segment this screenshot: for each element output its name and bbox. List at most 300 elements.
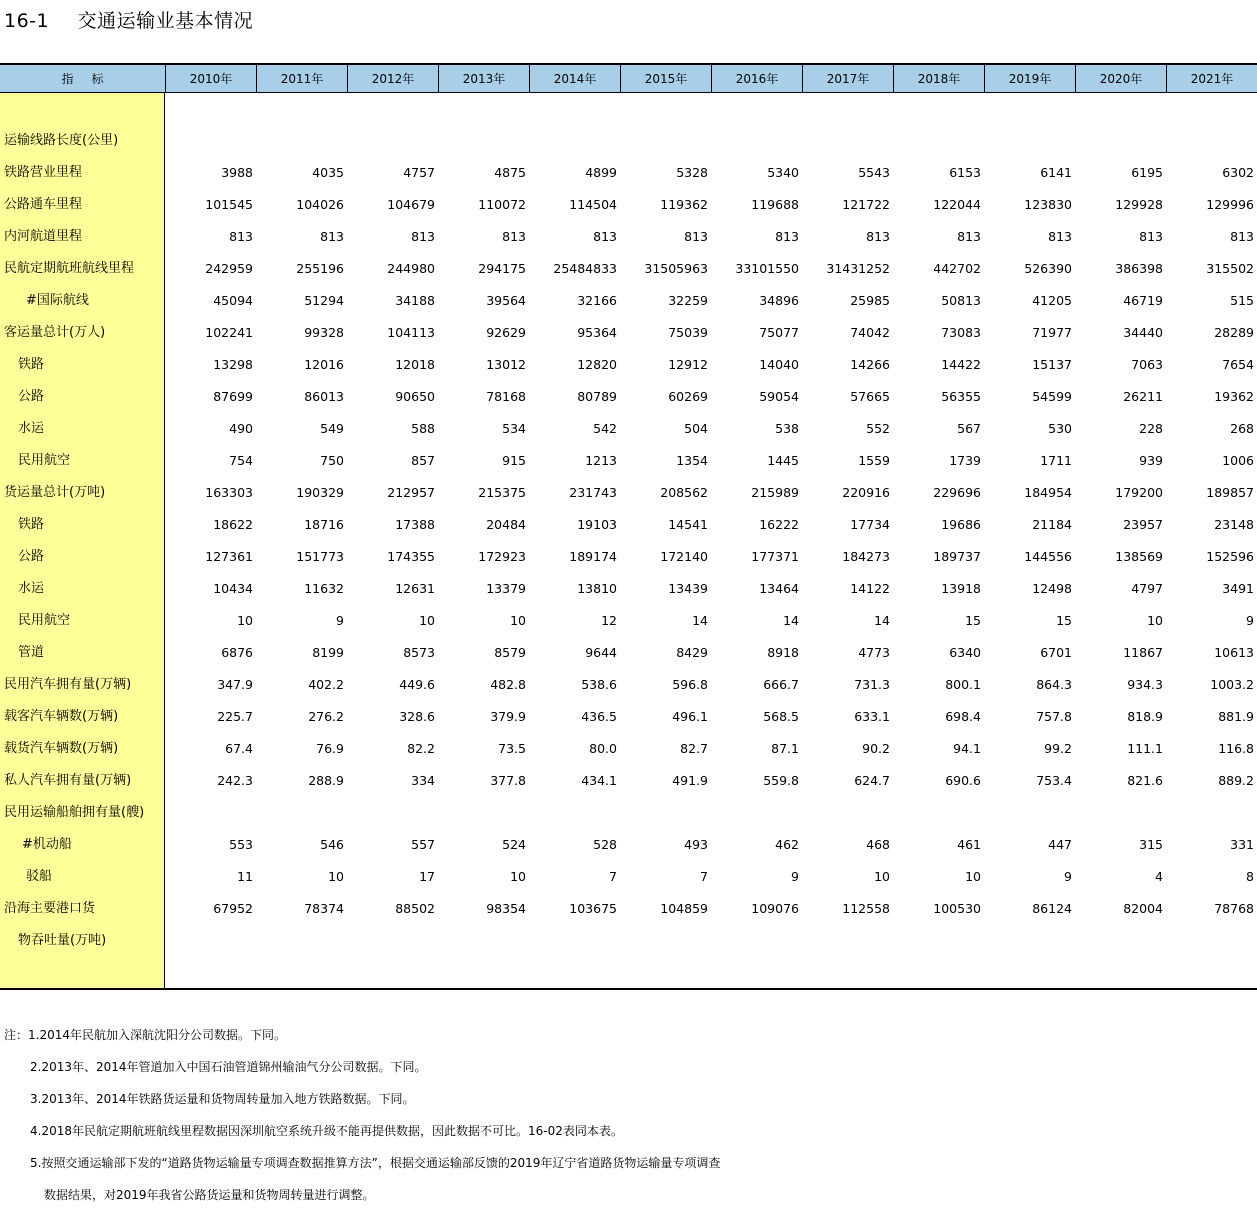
table-cell: 67952: [213, 901, 253, 916]
table-row: [0, 893, 1257, 925]
table-cell: 10434: [213, 581, 253, 596]
header-year: 2014年: [529, 65, 620, 93]
table-cell: 172923: [478, 549, 526, 564]
table-header-row: [0, 63, 1257, 93]
table-cell: 31505963: [644, 261, 708, 276]
table-cell: 6701: [1040, 645, 1072, 660]
table-cell: 208562: [660, 485, 708, 500]
header-year: 2013年: [438, 65, 529, 93]
table-cell: 315: [1139, 837, 1163, 852]
table-cell: 447: [1048, 837, 1072, 852]
table-cell: 633.1: [854, 709, 890, 724]
table-cell: 101545: [205, 197, 253, 212]
table-cell: 750: [320, 453, 344, 468]
table-cell: 32259: [668, 293, 708, 308]
row-label: 载客汽车辆数(万辆): [4, 709, 119, 724]
table-cell: 6302: [1222, 165, 1254, 180]
table-row: [0, 797, 1257, 829]
table-cell: 462: [775, 837, 799, 852]
table-cell: 32166: [577, 293, 617, 308]
table-cell: 889.2: [1218, 773, 1254, 788]
table-cell: 315502: [1206, 261, 1254, 276]
row-label: 内河航道里程: [4, 229, 83, 244]
row-label: 铁路营业里程: [4, 165, 83, 180]
table-cell: 152596: [1206, 549, 1254, 564]
table-cell: 4035: [312, 165, 344, 180]
table-row: [0, 669, 1257, 701]
header-year: 2010年: [165, 65, 256, 93]
table-row: [0, 381, 1257, 413]
table-cell: 813: [502, 229, 526, 244]
table-cell: 109076: [751, 901, 799, 916]
table-cell: 14: [692, 613, 708, 628]
table-cell: 104679: [387, 197, 435, 212]
table-cell: 813: [1048, 229, 1072, 244]
footnote: 3.2013年、2014年铁路货运量和货物周转量加入地方铁路数据。下同。: [30, 1092, 415, 1106]
header-indicator: 指标: [61, 72, 122, 86]
table-cell: 1006: [1222, 453, 1254, 468]
table-cell: 86013: [304, 389, 344, 404]
table-cell: 753.4: [1036, 773, 1072, 788]
table-cell: 800.1: [945, 677, 981, 692]
footnote: 注：1.2014年民航加入深航沈阳分公司数据。下同。: [4, 1028, 286, 1042]
table-cell: 14541: [668, 517, 708, 532]
table-cell: 78168: [486, 389, 526, 404]
row-label: #机动船: [22, 837, 72, 852]
table-cell: 13810: [577, 581, 617, 596]
table-cell: 215989: [751, 485, 799, 500]
table-cell: 10: [419, 613, 435, 628]
table-cell: 244980: [387, 261, 435, 276]
table-cell: 13298: [213, 357, 253, 372]
row-label: 民航定期航班航线里程: [4, 261, 135, 276]
table-cell: 242.3: [217, 773, 253, 788]
table-cell: 88502: [395, 901, 435, 916]
table-cell: 3988: [221, 165, 253, 180]
table-cell: 276.2: [308, 709, 344, 724]
table-bottom-rule: [0, 988, 1257, 990]
row-label: 沿海主要港口货: [4, 901, 96, 916]
table-cell: 80789: [577, 389, 617, 404]
table-cell: 110072: [478, 197, 526, 212]
row-label: 物吞吐量(万吨): [18, 933, 107, 948]
table-cell: 33101550: [735, 261, 799, 276]
table-cell: 57665: [850, 389, 890, 404]
table-cell: 813: [320, 229, 344, 244]
footnote: 5.按照交通运输部下发的“道路货物运输量专项调查数据推算方法”，根据交通运输部反馈的2019年辽宁省道路货物运输量专项调查: [30, 1156, 721, 1170]
table-cell: 16222: [759, 517, 799, 532]
table-cell: 129996: [1206, 197, 1254, 212]
table-cell: 184273: [842, 549, 890, 564]
table-cell: 75077: [759, 325, 799, 340]
table-cell: 73083: [941, 325, 981, 340]
table-cell: 334: [411, 773, 435, 788]
table-cell: 8579: [494, 645, 526, 660]
table-cell: 78768: [1214, 901, 1254, 916]
header-year: 2015年: [620, 65, 711, 93]
table-cell: 468: [866, 837, 890, 852]
table-cell: 528: [593, 837, 617, 852]
data-table: [0, 63, 1257, 990]
table-cell: 23957: [1123, 517, 1163, 532]
table-cell: 515: [1230, 293, 1254, 308]
row-label: 铁路: [18, 517, 45, 532]
table-cell: 567: [957, 421, 981, 436]
table-cell: 13464: [759, 581, 799, 596]
table-cell: 87.1: [771, 741, 799, 756]
table-cell: 9: [336, 613, 344, 628]
table-cell: 104113: [387, 325, 435, 340]
table-cell: 212957: [387, 485, 435, 500]
table-cell: 14040: [759, 357, 799, 372]
table-cell: 552: [866, 421, 890, 436]
table-cell: 18716: [304, 517, 344, 532]
table-cell: 189174: [569, 549, 617, 564]
table-cell: 228: [1139, 421, 1163, 436]
table-cell: 11632: [304, 581, 344, 596]
table-cell: 331: [1230, 837, 1254, 852]
table-cell: 111.1: [1127, 741, 1163, 756]
table-row: [0, 349, 1257, 381]
table-cell: 103675: [569, 901, 617, 916]
table-cell: 436.5: [581, 709, 617, 724]
table-cell: 51294: [304, 293, 344, 308]
table-cell: 6195: [1131, 165, 1163, 180]
table-cell: 75039: [668, 325, 708, 340]
table-cell: 10: [510, 613, 526, 628]
table-cell: 5340: [767, 165, 799, 180]
table-cell: 13439: [668, 581, 708, 596]
table-cell: 534: [502, 421, 526, 436]
table-cell: 504: [684, 421, 708, 436]
table-cell: 123830: [1024, 197, 1072, 212]
table-cell: 28289: [1214, 325, 1254, 340]
table-cell: 1739: [949, 453, 981, 468]
table-cell: 31431252: [826, 261, 890, 276]
table-cell: 757.8: [1036, 709, 1072, 724]
table-cell: 215375: [478, 485, 526, 500]
table-cell: 546: [320, 837, 344, 852]
table-cell: 225.7: [217, 709, 253, 724]
table-cell: 138569: [1115, 549, 1163, 564]
table-cell: 12: [601, 613, 617, 628]
table-cell: 23148: [1214, 517, 1254, 532]
table-cell: 119362: [660, 197, 708, 212]
row-label: 公路: [18, 389, 45, 404]
table-cell: 461: [957, 837, 981, 852]
table-cell: 10: [237, 613, 253, 628]
table-cell: 864.3: [1036, 677, 1072, 692]
table-cell: 90.2: [862, 741, 890, 756]
table-cell: 10: [328, 869, 344, 884]
table-cell: 813: [411, 229, 435, 244]
table-cell: 98354: [486, 901, 526, 916]
table-cell: 19103: [577, 517, 617, 532]
table-cell: 7063: [1131, 357, 1163, 372]
table-cell: 151773: [296, 549, 344, 564]
table-cell: 10: [510, 869, 526, 884]
table-row: [0, 861, 1257, 893]
table-cell: 116.8: [1218, 741, 1254, 756]
table-cell: 939: [1139, 453, 1163, 468]
table-cell: 39564: [486, 293, 526, 308]
table-cell: 596.8: [672, 677, 708, 692]
table-cell: 268: [1230, 421, 1254, 436]
table-cell: 624.7: [854, 773, 890, 788]
table-cell: 172140: [660, 549, 708, 564]
table-cell: 549: [320, 421, 344, 436]
table-cell: 8199: [312, 645, 344, 660]
table-cell: 189857: [1206, 485, 1254, 500]
header-year: 2020年: [1075, 65, 1166, 93]
table-row: [0, 477, 1257, 509]
table-cell: 559.8: [763, 773, 799, 788]
table-row: [0, 701, 1257, 733]
row-label: 驳船: [26, 869, 53, 884]
table-cell: 524: [502, 837, 526, 852]
footnote: 4.2018年民航定期航班航线里程数据因深圳航空系统升级不能再提供数据，因此数据不可比。16-02表同本表。: [30, 1124, 623, 1138]
table-cell: 8: [1246, 869, 1254, 884]
table-cell: 41205: [1032, 293, 1072, 308]
row-label: 管道: [18, 645, 45, 660]
header-year: 2012年: [347, 65, 438, 93]
table-cell: 1711: [1040, 453, 1072, 468]
table-cell: 5543: [858, 165, 890, 180]
table-cell: 25484833: [553, 261, 617, 276]
table-cell: 588: [411, 421, 435, 436]
table-cell: 1354: [676, 453, 708, 468]
table-cell: 50813: [941, 293, 981, 308]
row-label: 民用航空: [18, 453, 71, 468]
table-cell: 60269: [668, 389, 708, 404]
table-row: [0, 765, 1257, 797]
row-label: 水运: [18, 581, 45, 596]
table-cell: 34188: [395, 293, 435, 308]
table-cell: 490: [229, 421, 253, 436]
row-label: #国际航线: [26, 293, 89, 308]
table-row: [0, 221, 1257, 253]
table-row: [0, 541, 1257, 573]
table-cell: 1445: [767, 453, 799, 468]
table-cell: 8429: [676, 645, 708, 660]
table-cell: 19686: [941, 517, 981, 532]
table-cell: 184954: [1024, 485, 1072, 500]
table-cell: 59054: [759, 389, 799, 404]
table-cell: 10: [965, 869, 981, 884]
table-cell: 86124: [1032, 901, 1072, 916]
table-cell: 493: [684, 837, 708, 852]
table-cell: 119688: [751, 197, 799, 212]
table-cell: 666.7: [763, 677, 799, 692]
footnote: 2.2013年、2014年管道加入中国石油管道锦州输油气分公司数据。下同。: [30, 1060, 427, 1074]
table-cell: 347.9: [217, 677, 253, 692]
table-cell: 82.2: [407, 741, 435, 756]
table-row: [0, 317, 1257, 349]
table-cell: 821.6: [1127, 773, 1163, 788]
table-cell: 402.2: [308, 677, 344, 692]
table-cell: 129928: [1115, 197, 1163, 212]
table-cell: 4773: [858, 645, 890, 660]
table-cell: 20484: [486, 517, 526, 532]
table-title: 交通运输业基本情况: [77, 10, 254, 32]
table-cell: 18622: [213, 517, 253, 532]
table-cell: 813: [1139, 229, 1163, 244]
table-cell: 4899: [585, 165, 617, 180]
table-cell: 14122: [850, 581, 890, 596]
table-cell: 17: [419, 869, 435, 884]
table-cell: 4: [1155, 869, 1163, 884]
table-row: [0, 189, 1257, 221]
table-cell: 94.1: [953, 741, 981, 756]
table-cell: 177371: [751, 549, 799, 564]
table-cell: 163303: [205, 485, 253, 500]
table-cell: 934.3: [1127, 677, 1163, 692]
table-cell: 104859: [660, 901, 708, 916]
table-cell: 10613: [1214, 645, 1254, 660]
table-cell: 13918: [941, 581, 981, 596]
row-label: 铁路: [18, 357, 45, 372]
table-cell: 538: [775, 421, 799, 436]
table-row: [0, 285, 1257, 317]
table-cell: 881.9: [1218, 709, 1254, 724]
footnote: 数据结果，对2019年我省公路货运量和货物周转量进行调整。: [44, 1188, 375, 1202]
table-cell: 379.9: [490, 709, 526, 724]
table-cell: 6153: [949, 165, 981, 180]
table-cell: 386398: [1115, 261, 1163, 276]
table-cell: 813: [1230, 229, 1254, 244]
table-cell: 114504: [569, 197, 617, 212]
table-cell: 242959: [205, 261, 253, 276]
table-cell: 1213: [585, 453, 617, 468]
table-cell: 95364: [577, 325, 617, 340]
table-cell: 530: [1048, 421, 1072, 436]
table-cell: 526390: [1024, 261, 1072, 276]
row-label: 民用航空: [18, 613, 71, 628]
table-cell: 73.5: [498, 741, 526, 756]
table-cell: 26211: [1123, 389, 1163, 404]
table-cell: 434.1: [581, 773, 617, 788]
table-cell: 56355: [941, 389, 981, 404]
table-cell: 6876: [221, 645, 253, 660]
table-cell: 7654: [1222, 357, 1254, 372]
table-cell: 813: [775, 229, 799, 244]
table-cell: 19362: [1214, 389, 1254, 404]
table-cell: 5328: [676, 165, 708, 180]
row-label: 客运量总计(万人): [4, 325, 106, 340]
table-cell: 12912: [668, 357, 708, 372]
table-cell: 754: [229, 453, 253, 468]
table-cell: 71977: [1032, 325, 1072, 340]
table-cell: 12498: [1032, 581, 1072, 596]
header-year: 2018年: [893, 65, 984, 93]
table-cell: 100530: [933, 901, 981, 916]
table-row: [0, 829, 1257, 861]
table-row: [0, 925, 1257, 957]
table-cell: 229696: [933, 485, 981, 500]
table-cell: 15137: [1032, 357, 1072, 372]
table-cell: 813: [593, 229, 617, 244]
table-cell: 496.1: [672, 709, 708, 724]
table-cell: 90650: [395, 389, 435, 404]
table-cell: 78374: [304, 901, 344, 916]
table-cell: 6340: [949, 645, 981, 660]
table-cell: 12016: [304, 357, 344, 372]
table-row: [0, 509, 1257, 541]
table-number: 16-1: [4, 10, 50, 32]
table-cell: 698.4: [945, 709, 981, 724]
table-cell: 3491: [1222, 581, 1254, 596]
table-cell: 813: [866, 229, 890, 244]
table-cell: 14422: [941, 357, 981, 372]
table-cell: 67.4: [225, 741, 253, 756]
table-cell: 12820: [577, 357, 617, 372]
table-cell: 14: [874, 613, 890, 628]
table-row: [0, 573, 1257, 605]
table-cell: 121722: [842, 197, 890, 212]
table-cell: 9: [791, 869, 799, 884]
table-cell: 377.8: [490, 773, 526, 788]
row-label: 载货汽车辆数(万辆): [4, 741, 119, 756]
table-cell: 13012: [486, 357, 526, 372]
table-row: [0, 253, 1257, 285]
table-row: [0, 157, 1257, 189]
table-cell: 144556: [1024, 549, 1072, 564]
table-cell: 189737: [933, 549, 981, 564]
table-cell: 542: [593, 421, 617, 436]
row-label: 公路通车里程: [4, 197, 83, 212]
header-year: 2017年: [802, 65, 893, 93]
row-label: 公路: [18, 549, 45, 564]
table-cell: 45094: [213, 293, 253, 308]
table-cell: 813: [684, 229, 708, 244]
table-cell: 9644: [585, 645, 617, 660]
table-cell: 557: [411, 837, 435, 852]
table-cell: 6141: [1040, 165, 1072, 180]
table-row: [0, 637, 1257, 669]
table-cell: 82.7: [680, 741, 708, 756]
table-cell: 538.6: [581, 677, 617, 692]
table-cell: 92629: [486, 325, 526, 340]
table-cell: 7: [700, 869, 708, 884]
table-cell: 112558: [842, 901, 890, 916]
table-cell: 231743: [569, 485, 617, 500]
table-cell: 15: [965, 613, 981, 628]
table-cell: 190329: [296, 485, 344, 500]
table-cell: 74042: [850, 325, 890, 340]
table-row: [0, 605, 1257, 637]
table-cell: 15: [1056, 613, 1072, 628]
table-cell: 25985: [850, 293, 890, 308]
table-cell: 10: [1147, 613, 1163, 628]
table-cell: 915: [502, 453, 526, 468]
table-cell: 255196: [296, 261, 344, 276]
row-label: 私人汽车拥有量(万辆): [4, 773, 132, 788]
table-cell: 14: [783, 613, 799, 628]
table-cell: 9: [1064, 869, 1072, 884]
table-cell: 690.6: [945, 773, 981, 788]
table-cell: 813: [229, 229, 253, 244]
table-cell: 4757: [403, 165, 435, 180]
table-cell: 220916: [842, 485, 890, 500]
table-cell: 857: [411, 453, 435, 468]
page-title: [4, 6, 253, 33]
row-label: 民用汽车拥有量(万辆): [4, 677, 132, 692]
table-cell: 568.5: [763, 709, 799, 724]
table-cell: 4797: [1131, 581, 1163, 596]
table-cell: 491.9: [672, 773, 708, 788]
header-year: 2021年: [1166, 65, 1257, 93]
table-cell: 46719: [1123, 293, 1163, 308]
